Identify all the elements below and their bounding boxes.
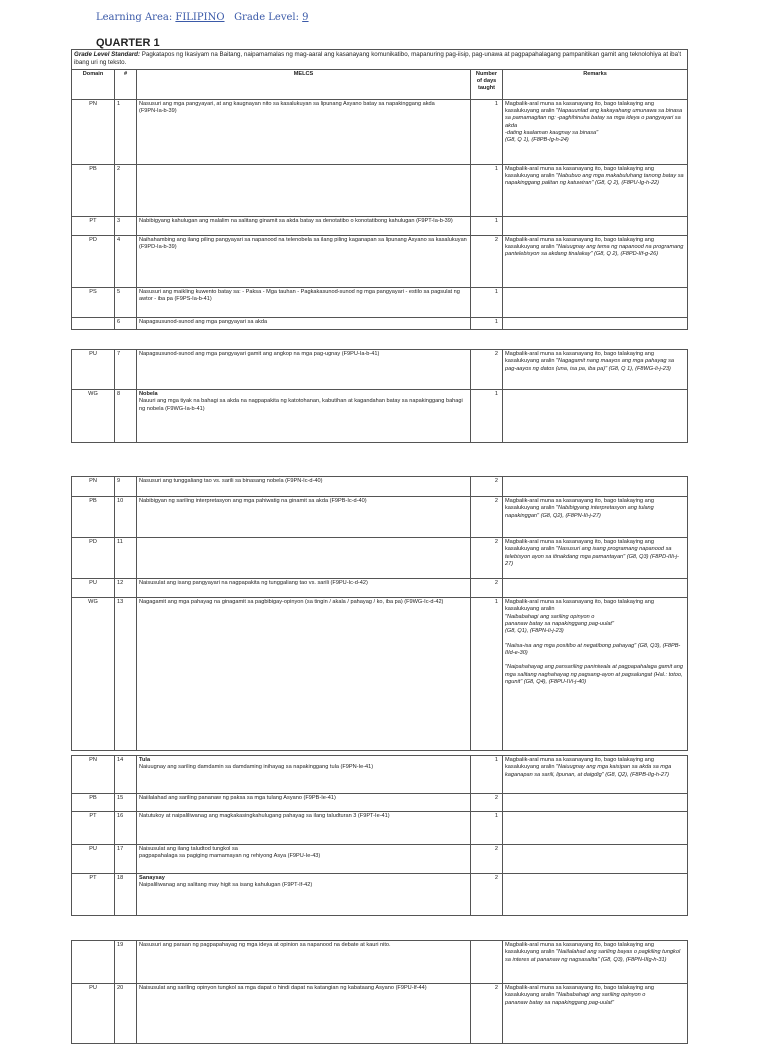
- melc-table-3: [71, 476, 688, 751]
- melc-text: Nasusuri ang mga pangyayari, at ang kaugnayan nito sa kasalukuyan sa lipunang Asyano batay sa napakinggang akda (F9PN-Ia-b-39): [139, 100, 435, 114]
- table-row: [72, 794, 688, 812]
- standard-label: Grade Level Standard:: [74, 51, 141, 58]
- days-cell: 2: [471, 579, 503, 598]
- melc-cell: [137, 941, 471, 984]
- number-cell: 14: [115, 756, 137, 794]
- grade-level-standard: [72, 50, 688, 70]
- learning-area-label: Learning Area:: [96, 12, 173, 23]
- domain-cell: PS: [72, 287, 115, 317]
- remarks-reference: "Napauunlad ang kakayahang umunawa sa binasa sa pamamagitan ng: -paghihinuha batay sa mga ideya o pangyayari sa akda -dating kaalaman kaugnay sa binasa" (G8, Q 1), (F8PB-Ig-h-24): [505, 107, 683, 144]
- melc-cell: [137, 845, 471, 874]
- remarks-cell: [503, 812, 688, 845]
- melc-cell: [137, 794, 471, 812]
- melc-cell: [137, 477, 471, 497]
- table-row: [72, 164, 688, 216]
- domain-cell: PU: [72, 984, 115, 1044]
- number-cell: 1: [115, 99, 137, 164]
- remarks-text: Magbalik-aral muna sa kasanayang ito, bago talakaying ang kasalukuyang aralin: [505, 942, 654, 956]
- domain-cell: PD: [72, 235, 115, 287]
- col-header-number: #: [115, 69, 137, 99]
- melc-text: Naihahambing ang ilang piling pangyayari sa napanood na telenobela sa ilang piling kaganapan sa lipunang Asyano sa kasalukuyan (F9PD-Ia-b-39): [139, 236, 467, 250]
- col-header-remarks: Remarks: [503, 69, 688, 99]
- number-cell: 19: [115, 941, 137, 984]
- melc-cell: [137, 287, 471, 317]
- days-cell: 2: [471, 497, 503, 538]
- days-cell: 2: [471, 538, 503, 579]
- remarks-cell: [503, 390, 688, 443]
- quarter-heading: QUARTER 1: [96, 37, 160, 49]
- table-row: [72, 941, 688, 984]
- table-row: [72, 497, 688, 538]
- domain-cell: PN: [72, 756, 115, 794]
- remarks-text: Magbalik-aral muna sa kasanayang ito, bago talakaying ang kasalukuyang aralin: [505, 985, 654, 999]
- domain-cell: PT: [72, 812, 115, 845]
- remarks-cell: [503, 350, 688, 390]
- learning-area-value: FILIPINO: [175, 12, 225, 23]
- melc-text: Naiuugnay ang sariling damdamin sa damdaming inihayag sa napakinggang tula (F9PN-Ie-41): [139, 764, 374, 771]
- melc-text: Nabibigyan ng sariling interpretasyon ang mga pahiwatig na ginamit sa akda (F9PB-Ic-d-40): [139, 498, 367, 504]
- domain-cell: WG: [72, 598, 115, 751]
- remarks-reference: "Naibabahagi ang sariling opinyon o pananaw batay sa napakinggang pag-uulat" (G8, Q1), (F8PN-Ii-j-23) "Naiisa-isa ang mga positibo at negatibong pahayag" (G8, Q3), (F8PB-IIId-e-30) "Naipahahayag ang pansariling paniniwala at pagpapahalaga gamit ang mga salitang naghahayag ng pagsang-ayon at pagsalungat (Hal.: totoo, ngunit" (G8, Q4), (F8PU-IVi-j-40): [505, 613, 684, 685]
- remarks-cell: [503, 874, 688, 916]
- melc-text: Napagsusunod-sunod ang mga pangyayari gamit ang angkop na mga pag-ugnay (F9PU-Ia-b-41): [139, 351, 380, 357]
- number-cell: 15: [115, 794, 137, 812]
- remarks-cell: [503, 756, 688, 794]
- remarks-reference: "Nabibigyang interpretasyon ang tulang napakinggan" (G8, Q2), (F8PN-IIi-j-27): [505, 505, 654, 519]
- days-cell: 1: [471, 317, 503, 329]
- number-cell: 4: [115, 235, 137, 287]
- domain-cell: PN: [72, 477, 115, 497]
- table-row: [72, 756, 688, 794]
- table-row: [72, 874, 688, 916]
- melc-text: Nauuri ang mga tiyak na bahagi sa akda na nagpapakita ng katotohanan, kabutihan at kagandahan batay sa napakinggang bahagi ng nobela (F9WG-Ia-b-41): [139, 398, 463, 412]
- melc-table-2: [71, 349, 688, 443]
- domain-cell: [72, 317, 115, 329]
- number-cell: 12: [115, 579, 137, 598]
- melc-cell: [137, 164, 471, 216]
- remarks-cell: [503, 216, 688, 235]
- domain-cell: PT: [72, 216, 115, 235]
- melc-table-5: [71, 940, 688, 1044]
- number-cell: 2: [115, 164, 137, 216]
- remarks-cell: [503, 845, 688, 874]
- melc-cell: [137, 812, 471, 845]
- melc-cell: [137, 538, 471, 579]
- lesson-title: Sanaysay: [139, 875, 165, 881]
- remarks-text: Magbalik-aral muna sa kasanayang ito, bago talakaying ang kasalukuyang aralin: [505, 100, 654, 114]
- melc-table-1: [71, 49, 688, 330]
- table-row: [72, 216, 688, 235]
- remarks-text: Magbalik-aral muna sa kasanayang ito, bago talakaying ang kasalukuyang aralin: [505, 165, 654, 179]
- days-cell: 2: [471, 350, 503, 390]
- melc-cell: [137, 579, 471, 598]
- days-cell: 2: [471, 845, 503, 874]
- melc-cell: [137, 390, 471, 443]
- domain-cell: PU: [72, 845, 115, 874]
- table-row: [72, 845, 688, 874]
- melc-cell: [137, 984, 471, 1044]
- table-row: [72, 579, 688, 598]
- number-cell: 17: [115, 845, 137, 874]
- melc-cell: [137, 317, 471, 329]
- domain-cell: PB: [72, 164, 115, 216]
- remarks-cell: [503, 497, 688, 538]
- col-header-domain: Domain: [72, 69, 115, 99]
- remarks-text: Magbalik-aral muna sa kasanayang ito, bago talakaying ang kasalukuyang aralin: [505, 351, 654, 365]
- remarks-cell: [503, 538, 688, 579]
- learning-area-line: [96, 12, 309, 23]
- grade-level-label: Grade Level:: [234, 12, 299, 23]
- melc-text: Naiilalahad ang sariling pananaw ng paksa sa mga tulang Asyano (F9PB-Ie-41): [139, 795, 336, 801]
- table-row: [72, 390, 688, 443]
- col-header-days: Number of days taught: [471, 69, 503, 99]
- number-cell: 5: [115, 287, 137, 317]
- domain-cell: PU: [72, 579, 115, 598]
- melc-text: Nagagamit ang mga pahayag na ginagamit sa pagbibigay-opinyon (sa tingin / akala / pahayag / ko, iba pa) (F9WG-Ic-d-42): [139, 599, 444, 605]
- remarks-cell: [503, 317, 688, 329]
- days-cell: 2: [471, 794, 503, 812]
- remarks-text: Magbalik-aral muna sa kasanayang ito, bago talakaying ang kasalukuyang aralin: [505, 498, 654, 512]
- number-cell: 11: [115, 538, 137, 579]
- grade-level-value: 9: [302, 12, 309, 23]
- remarks-reference: "Nagagamit nang maayos ang mga pahayag sa pag-aayos ng datos (una, isa pa, iba pa)" (G8, Q 1), (F8WG-Ii-j-23): [505, 358, 674, 372]
- melc-text: Nasusuri ang paraan ng pagpapahayag ng mga ideya at opinion sa napanood na debate at kauri nito.: [139, 942, 391, 948]
- melc-cell: [137, 350, 471, 390]
- table-row: [72, 598, 688, 751]
- domain-cell: PD: [72, 538, 115, 579]
- remarks-text: Magbalik-aral muna sa kasanayang ito, bago talakaying ang kasalukuyang aralin: [505, 599, 654, 613]
- melc-text: Nasusuri ang maikling kuwento batay sa: - Paksa - Mga tauhan - Pagkakasunod-sunod ng mga pangyayari - estilo sa pagsulat ng awtor - iba pa (F9PS-Ia-b-41): [139, 288, 460, 302]
- remarks-text: Magbalik-aral muna sa kasanayang ito, bago talakaying ang kasalukuyang aralin: [505, 236, 654, 250]
- days-cell: 1: [471, 598, 503, 751]
- table-row: [72, 538, 688, 579]
- remarks-reference: "Naiuugnay ang tema ng napanood na programang pantelebisyon sa akdang tinalakay" (G8, Q 2), (F8PD-IIf-g-26): [505, 243, 684, 258]
- melc-cell: [137, 874, 471, 916]
- number-cell: 20: [115, 984, 137, 1044]
- days-cell: 2: [471, 984, 503, 1044]
- days-cell: 1: [471, 99, 503, 164]
- lesson-title: Tula: [139, 757, 151, 763]
- table-row: [72, 235, 688, 287]
- number-cell: 16: [115, 812, 137, 845]
- remarks-cell: [503, 99, 688, 164]
- remarks-cell: [503, 794, 688, 812]
- melc-text: Naipaliliwanag ang salitang may higit sa isang kahulugan (F9PT-If-42): [139, 882, 313, 889]
- melc-cell: [137, 497, 471, 538]
- melc-table-4: [71, 755, 688, 916]
- days-cell: 2: [471, 874, 503, 916]
- days-cell: 1: [471, 756, 503, 794]
- melc-text: Naisusulat ang ilang taludtod tungkol sa pagpapahalaga sa pagiging mamamayan ng rehiyong Asya (F9PU-Ie-43): [139, 846, 321, 860]
- remarks-cell: [503, 477, 688, 497]
- days-cell: 2: [471, 477, 503, 497]
- table-row: [72, 984, 688, 1044]
- remarks-cell: [503, 235, 688, 287]
- remarks-cell: [503, 941, 688, 984]
- melc-text: Naisusulat ang sariling opinyon tungkol sa mga dapat o hindi dapat na katangian ng kabataang Asyano (F9PU-If-44): [139, 985, 427, 991]
- domain-cell: PB: [72, 794, 115, 812]
- remarks-text: Magbalik-aral muna sa kasanayang ito, bago talakaying ang kasalukuyang aralin: [505, 757, 654, 771]
- remarks-cell: [503, 164, 688, 216]
- domain-cell: PB: [72, 497, 115, 538]
- domain-cell: WG: [72, 390, 115, 443]
- melc-cell: [137, 99, 471, 164]
- melc-cell: [137, 216, 471, 235]
- table-row: [72, 287, 688, 317]
- number-cell: 9: [115, 477, 137, 497]
- number-cell: 13: [115, 598, 137, 751]
- remarks-cell: [503, 984, 688, 1044]
- melc-text: Naisusulat ang isang pangyayari na nagpapakita ng tunggaliang tao vs. sarili (F9PU-Ic-d-42): [139, 580, 368, 586]
- domain-cell: PU: [72, 350, 115, 390]
- number-cell: 10: [115, 497, 137, 538]
- melc-text: Natutukoy at naipaliliwanag ang magkakasingkahulugang pahayag sa ilang taludturan 3 (F9PT-Ie-41): [139, 813, 390, 819]
- table-row: [72, 350, 688, 390]
- melc-cell: [137, 235, 471, 287]
- melc-text: Napagsusunod-sunod ang mga pangyayari sa akda: [139, 318, 268, 325]
- table-row: [72, 99, 688, 164]
- days-cell: 1: [471, 812, 503, 845]
- days-cell: 2: [471, 235, 503, 287]
- standard-text: Pagkatapos ng Ikasiyam na Baitang, naipamamalas ng mag-aaral ang kasanayang komunikatibo, mapanuring pag-iisip, pag-unawa at pagpapahalagang pampanitikan gamit ang teknolohiya at iba’t ibang uri ng teksto.: [74, 51, 682, 67]
- col-header-melcs: MELCS: [137, 69, 471, 99]
- table-row: [72, 477, 688, 497]
- days-cell: 1: [471, 216, 503, 235]
- days-cell: [471, 941, 503, 984]
- lesson-title: Nobela: [139, 391, 158, 397]
- table-row: [72, 812, 688, 845]
- remarks-cell: [503, 287, 688, 317]
- remarks-reference: "Naibabahagi ang sariling opinyon o pananaw batay sa napakinggang pag-uulat": [505, 992, 646, 1006]
- remarks-reference: "Naiuugnay ang mga kaisipan sa akda sa mga kaganapan sa sarili, lipunan, at daigdig" (G8, Q2), (F8PB-IIg-h-27): [505, 764, 672, 778]
- remarks-cell: [503, 579, 688, 598]
- number-cell: 6: [115, 317, 137, 329]
- remarks-reference: "Nabubuo ang mga makabuluhang tanong batay sa napakinggang palitan ng katuwiran" (G8, Q 2), (F8PU-Ig-h-22): [505, 172, 684, 187]
- number-cell: 18: [115, 874, 137, 916]
- remarks-reference: "Naiilalahad ang sariling bayas o pagkiling tungkol sa interes at pananaw ng nagsasalita" (G8, Q3), (F8PN-IIIg-h-31): [505, 949, 681, 963]
- number-cell: 8: [115, 390, 137, 443]
- number-cell: 7: [115, 350, 137, 390]
- melc-text: Nasusuri ang tunggaliang tao vs. sarili sa binasang nobela (F9PN-Ic-d-40): [139, 478, 323, 484]
- melc-cell: [137, 598, 471, 751]
- remarks-reference: "Nasusuri ang isang programang napanood sa telebisyon ayon sa itinakdang mga pamantayan" (G8, Q3) (F8PD-IIIi-j-27): [505, 546, 679, 567]
- melc-cell: [137, 756, 471, 794]
- days-cell: 1: [471, 164, 503, 216]
- remarks-text: Magbalik-aral muna sa kasanayang ito, bago talakaying ang kasalukuyang aralin: [505, 539, 654, 553]
- melc-text: Nabibigyang kahulugan ang malalim na salitang ginamit sa akda batay sa denotatibo o konotatibong kahulugan (F9PT-Ia-b-39): [139, 217, 453, 224]
- domain-cell: PN: [72, 99, 115, 164]
- domain-cell: PT: [72, 874, 115, 916]
- domain-cell: [72, 941, 115, 984]
- number-cell: 3: [115, 216, 137, 235]
- remarks-cell: [503, 598, 688, 751]
- days-cell: 1: [471, 287, 503, 317]
- table-row: [72, 317, 688, 329]
- days-cell: 1: [471, 390, 503, 443]
